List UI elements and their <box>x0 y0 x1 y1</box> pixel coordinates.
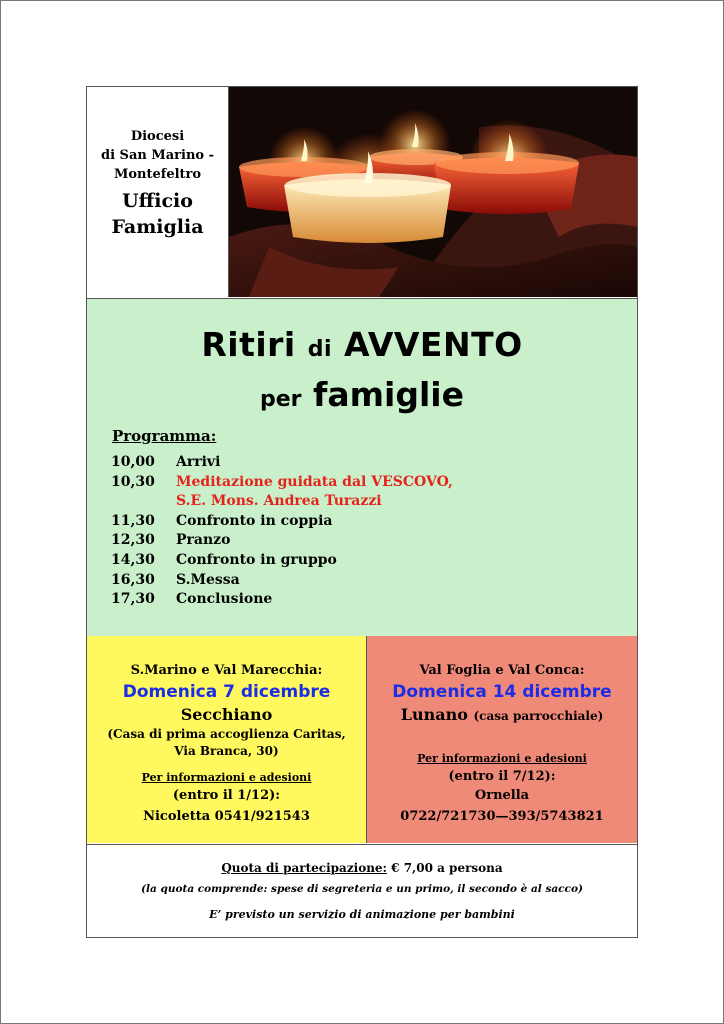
quota-label: Quota di partecipazione: <box>221 861 387 875</box>
quota-value: € 7,00 a persona <box>391 861 503 875</box>
event-area: Val Foglia e Val Conca: <box>419 663 585 678</box>
event-place: Secchiano <box>180 705 273 724</box>
program-row <box>111 590 621 610</box>
event-place-note: (casa parrocchiale) <box>473 709 604 723</box>
program-row <box>111 453 621 473</box>
program-activity: Pranzo <box>176 532 231 549</box>
candles-illustration <box>229 87 637 297</box>
office-line-famiglia: Famiglia <box>111 216 204 238</box>
event-area: S.Marino e Val Marecchia: <box>130 663 323 678</box>
quota-note: (la quota comprende: spese di segreteria e un primo, il secondo è al sacco) <box>141 883 583 895</box>
program-time: 10,30 <box>111 473 155 490</box>
program-activity: S.E. Mons. Andrea Turazzi <box>176 493 382 510</box>
program-activity: Arrivi <box>176 454 221 470</box>
footer <box>87 844 637 938</box>
event-date: Domenica 14 dicembre <box>392 682 612 702</box>
office-line-ufficio: Ufficio <box>122 190 193 212</box>
program-activity: Confronto in coppia <box>176 512 333 529</box>
poster <box>86 86 638 938</box>
program-activity: S.Messa <box>176 571 240 588</box>
candles-photo <box>229 87 637 297</box>
event-box-val-foglia <box>367 636 637 843</box>
office-line-diocese-name: di San Marino - <box>101 148 214 163</box>
program-activity: Confronto in gruppo <box>176 551 337 568</box>
title-word-di: di <box>307 337 333 362</box>
program-row <box>111 492 621 512</box>
event-box-san-marino <box>87 636 367 843</box>
header <box>87 87 637 297</box>
program-row <box>111 551 621 571</box>
office-box <box>87 87 229 297</box>
event-contact-phone: 0722/721730—393/5743821 <box>400 809 604 824</box>
title-word-famiglie: famiglie <box>313 375 464 414</box>
kids-service-note: E’ previsto un servizio di animazione per bambini <box>209 908 515 921</box>
event-place-name: Lunano <box>400 705 468 724</box>
program-label: Programma: <box>112 427 217 445</box>
program-time: 11,30 <box>111 512 155 529</box>
program-activity: Meditazione guidata dal VESCOVO, <box>176 473 453 490</box>
program-row <box>111 571 621 591</box>
program-row <box>111 531 621 551</box>
program-time: 16,30 <box>111 571 155 588</box>
title-word-ritiri: Ritiri <box>201 325 296 364</box>
event-place <box>367 704 637 727</box>
title-line-2 <box>87 375 637 414</box>
program-list <box>111 453 621 610</box>
event-contact-name: Ornella <box>474 788 530 803</box>
program-time: 17,30 <box>111 591 155 608</box>
program-section <box>87 298 637 637</box>
title-word-avvento: AVVENTO <box>344 325 523 364</box>
event-address-line-1: (Casa di prima accoglienza Caritas, <box>107 727 346 741</box>
event-deadline: (entro il 7/12): <box>448 769 556 784</box>
quota-line <box>87 859 637 877</box>
program-row <box>111 512 621 532</box>
program-activity: Conclusione <box>176 591 273 608</box>
event-contact: Nicoletta 0541/921543 <box>143 809 310 824</box>
title-line-1 <box>87 325 637 364</box>
office-line-region: Montefeltro <box>113 167 202 182</box>
event-deadline: (entro il 1/12): <box>172 788 281 803</box>
event-date: Domenica 7 dicembre <box>122 682 331 702</box>
event-info-label: Per informazioni e adesioni <box>417 752 587 765</box>
program-row <box>111 473 621 493</box>
event-info-label: Per informazioni e adesioni <box>141 771 312 784</box>
program-time: 14,30 <box>111 551 155 568</box>
program-time: 10,00 <box>111 454 155 470</box>
office-line-diocesi: Diocesi <box>130 129 185 144</box>
event-address-line-2: Via Branca, 30) <box>174 744 279 758</box>
title-word-per: per <box>260 387 302 412</box>
program-time: 12,30 <box>111 532 155 549</box>
